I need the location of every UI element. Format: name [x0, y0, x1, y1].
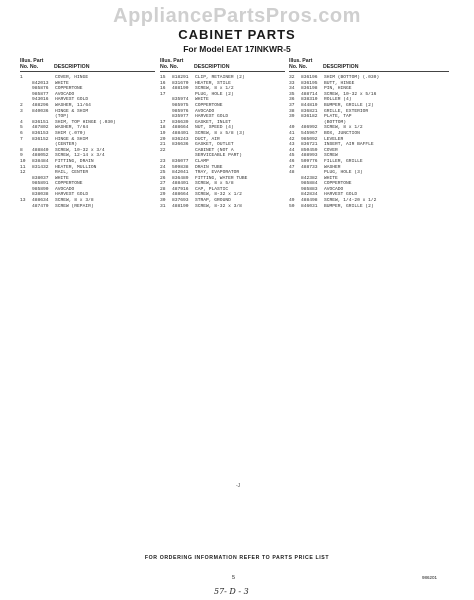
- part-description: BOX, JUNCTION: [324, 130, 360, 136]
- part-number: 842013: [32, 80, 49, 86]
- header-illus: Illus.: [160, 58, 172, 64]
- header-part-no: No.: [169, 64, 179, 70]
- illus-number: 22: [160, 147, 166, 153]
- column-header: [160, 58, 285, 70]
- part-description: SCREW, 8 x 1/2: [324, 125, 363, 131]
- illus-number: 9: [20, 153, 23, 159]
- part-number: 486992: [301, 125, 318, 131]
- header-description: DESCRIPTION: [194, 64, 230, 70]
- part-number: 488190: [172, 86, 189, 92]
- header-no: No.: [20, 64, 29, 70]
- header-part: Part: [173, 58, 184, 64]
- illus-number: 31: [160, 203, 166, 209]
- illus-number: 23: [160, 158, 166, 164]
- illus-number: 13: [20, 198, 26, 204]
- document-code: 986201: [422, 575, 438, 580]
- page-number: 5: [232, 575, 236, 581]
- part-description: PLUG, HOLE (3): [324, 170, 363, 176]
- part-number: 837693: [172, 198, 189, 204]
- illus-number: 38: [289, 108, 295, 114]
- part-number: 487916: [172, 186, 189, 192]
- illus-number: 35: [289, 91, 295, 97]
- part-description: ROLLER (4): [324, 97, 352, 103]
- part-description: SERVICEABLE PART): [195, 153, 242, 159]
- part-description: TRAY, EVAPORATOR: [195, 170, 240, 176]
- part-number: 985891: [32, 181, 49, 187]
- column-header: [20, 58, 155, 70]
- page-subtitle: For Model EAT 17INKWR-5: [183, 44, 291, 54]
- part-description: FITTING, WATER TUBE: [195, 175, 248, 181]
- part-description: WHITE: [55, 175, 69, 181]
- part-description: SCREW, 8 x 3/8: [55, 198, 94, 204]
- illus-number: 24: [160, 164, 166, 170]
- header-part: Part: [302, 58, 313, 64]
- part-description: SCREW, 12-14 x 3/4: [55, 153, 105, 159]
- part-description: HARVEST GOLD: [55, 97, 89, 103]
- part-number: 545967: [301, 130, 318, 136]
- part-description: PLATE, TAP: [324, 114, 352, 120]
- part-description: FITTING, DRAIN: [55, 158, 94, 164]
- part-description: PLUG, HOLE (2): [195, 91, 234, 97]
- header-illus: Illus.: [289, 58, 301, 64]
- part-description: (BOTTOM): [324, 119, 347, 125]
- handwritten-note: 57- D - 3: [214, 587, 249, 596]
- illus-number: 27: [160, 181, 166, 187]
- illus-number: 50: [289, 203, 295, 209]
- parts-column-2: [160, 58, 285, 209]
- illus-number: 6: [20, 130, 23, 136]
- illus-number: 10: [20, 158, 26, 164]
- column-header: [289, 58, 449, 70]
- illus-number: 1: [20, 75, 23, 80]
- part-description: SHIM (.070): [55, 130, 86, 136]
- part-description: COPPERTONE: [195, 102, 223, 108]
- part-description: HEATER, STILE: [195, 80, 231, 86]
- part-description: SHIM (BOTTOM) (.030): [324, 75, 380, 80]
- part-description: COPPERTONE: [55, 181, 83, 187]
- part-description: DRAIN TUBE: [195, 164, 223, 170]
- parts-column-3: [289, 58, 449, 209]
- header-description: DESCRIPTION: [323, 64, 359, 70]
- part-description: AVOCADO: [55, 186, 75, 192]
- illus-number: 42: [289, 136, 295, 142]
- part-number: 488190: [172, 203, 189, 209]
- part-description: (CENTER): [55, 142, 78, 148]
- illus-number: 45: [289, 153, 295, 159]
- part-description: (TOP): [55, 114, 69, 120]
- part-description: SCREW, 8 x 1/2: [195, 86, 234, 92]
- part-description: BUMPER, GRILLE (2): [324, 203, 374, 209]
- illus-number: 49: [289, 198, 295, 204]
- part-description: SCREW, 8-32 x 1/2: [195, 192, 242, 198]
- part-description: SCREW, 8 x 5/8 (3): [195, 130, 245, 136]
- part-number: 836721: [301, 142, 318, 148]
- part-number: 836636: [172, 142, 189, 148]
- header-no: No.: [160, 64, 169, 70]
- illus-number: 32: [289, 75, 295, 80]
- part-number: 838037: [32, 175, 49, 181]
- part-number: 985877: [32, 91, 49, 97]
- header-part-no: No.: [29, 64, 39, 70]
- part-description: WHITE: [55, 80, 69, 86]
- part-number: 985890: [32, 186, 49, 192]
- part-description: BUMPER, GRILLE (2): [324, 102, 374, 108]
- part-number: 836195: [301, 80, 318, 86]
- illus-number: 19: [160, 130, 166, 136]
- part-description: SCREW (REPAIR): [55, 203, 94, 209]
- illus-number: 39: [289, 114, 295, 120]
- part-number: 835977: [172, 114, 189, 120]
- part-description: GRILLE, EXTERIOR: [324, 108, 369, 114]
- illus-number: 20: [160, 136, 166, 142]
- header-part-no: No.: [298, 64, 308, 70]
- illus-number: 8: [20, 147, 23, 153]
- part-number: 509776: [301, 158, 318, 164]
- part-number: 836152: [32, 136, 49, 142]
- illus-number: 21: [160, 142, 166, 148]
- part-number: 487470: [32, 203, 49, 209]
- part-number: 488498: [301, 198, 318, 204]
- part-number: 488664: [172, 192, 189, 198]
- illus-number: 28: [160, 186, 166, 192]
- part-description: COVER: [324, 147, 338, 153]
- part-description: PIN, HINGE: [324, 86, 352, 92]
- part-number: 836196: [301, 75, 318, 80]
- part-description: COPPERTONE: [55, 86, 83, 92]
- illus-number: 40: [289, 125, 295, 131]
- parts-column-1: [20, 58, 155, 209]
- part-number: 842834: [301, 192, 318, 198]
- part-description: DUCT, AIR: [195, 136, 220, 142]
- part-number: 850459: [301, 147, 318, 153]
- part-description: SCREW, 1/4-20 x 1/2: [324, 198, 377, 204]
- ordering-note: FOR ORDERING INFORMATION REFER TO PARTS PRICE LIST: [144, 555, 330, 561]
- illus-number: 25: [160, 170, 166, 176]
- part-description: COPPERTONE: [324, 181, 352, 187]
- part-description: AVOCADO: [324, 186, 344, 192]
- part-number: 836153: [32, 130, 49, 136]
- part-description: HINGE & SHIM: [55, 108, 89, 114]
- part-number: 488733: [301, 164, 318, 170]
- part-number: 836489: [172, 175, 189, 181]
- part-number: 836077: [172, 158, 189, 164]
- part-number: 836821: [301, 108, 318, 114]
- part-description: SCREW, 8 x 5/8: [195, 181, 234, 187]
- illus-number: 3: [20, 108, 23, 114]
- part-number: 488052: [32, 153, 49, 159]
- header-description: DESCRIPTION: [54, 64, 90, 70]
- part-number: 835974: [172, 97, 189, 103]
- part-number: 836639: [172, 119, 189, 125]
- part-description: AVOCADO: [195, 108, 215, 114]
- part-number: 488296: [32, 102, 49, 108]
- part-description: COVER, HINGE: [55, 75, 89, 80]
- part-description: CLIP, RETAINER (2): [195, 75, 245, 80]
- header-no: No.: [289, 64, 298, 70]
- part-number: 836151: [32, 119, 49, 125]
- part-description: HARVEST GOLD: [324, 192, 358, 198]
- header-illus: Illus.: [20, 58, 32, 64]
- part-description: HARVEST GOLD: [195, 114, 229, 120]
- part-description: AVOCADO: [55, 91, 75, 97]
- part-number: 838038: [32, 192, 49, 198]
- part-number: 846031: [301, 203, 318, 209]
- page-title: CABINET PARTS: [178, 27, 296, 42]
- part-number: 487802: [32, 125, 49, 131]
- part-description: HINGE & SHIM: [55, 136, 89, 142]
- part-number: 943016: [32, 97, 49, 103]
- part-description: CAP, PLASTIC: [195, 186, 229, 192]
- part-description: WHITE: [195, 97, 209, 103]
- part-description: WHITE: [324, 175, 338, 181]
- part-description: BUTT, HINGE: [324, 80, 355, 86]
- part-number: 488840: [32, 147, 49, 153]
- part-number: 985975: [172, 102, 189, 108]
- part-row: [160, 204, 285, 210]
- part-number: 488714: [301, 91, 318, 97]
- part-number: 488401: [172, 130, 189, 136]
- part-description: WASHER: [324, 164, 341, 170]
- part-description: SCREW, 8-32 x 3/8: [195, 203, 242, 209]
- part-number: 844819: [301, 102, 318, 108]
- part-number: 985092: [301, 136, 318, 142]
- illus-number: 26: [160, 175, 166, 181]
- illus-number: 17: [160, 119, 166, 125]
- part-description: HARVEST GOLD: [55, 192, 89, 198]
- part-number: 840036: [32, 108, 49, 114]
- header-rule: [160, 71, 285, 72]
- illus-number: 30: [160, 198, 166, 204]
- part-description: SCREW, 10-32 x 3/4: [55, 147, 105, 153]
- part-description: FILLER, GRILLE: [324, 158, 363, 164]
- part-number: 985976: [172, 108, 189, 114]
- part-description: WASHER, 7/64: [55, 125, 89, 131]
- illus-number: 12: [20, 170, 26, 176]
- part-description: GASKET, INLET: [195, 119, 231, 125]
- part-number: 488634: [32, 198, 49, 204]
- part-number: 836243: [172, 136, 189, 142]
- part-description: CABINET (NOT A: [195, 147, 234, 153]
- part-description: SCREW: [324, 153, 338, 159]
- illus-number: 4: [20, 119, 23, 125]
- part-number: 488401: [172, 181, 189, 187]
- part-description: LEVELER: [324, 136, 344, 142]
- part-description: CLAMP: [195, 158, 209, 164]
- illus-number: 15: [160, 75, 166, 80]
- illus-number: 2: [20, 102, 23, 108]
- illus-number: 16: [160, 80, 166, 86]
- part-description: INSERT, AIR BAFFLE: [324, 142, 374, 148]
- header-rule: [20, 71, 155, 72]
- illus-number: 47: [289, 164, 295, 170]
- illus-number: 48: [289, 170, 295, 176]
- part-number: 836198: [301, 86, 318, 92]
- part-number: 985876: [32, 86, 49, 92]
- part-number: 831432: [32, 164, 49, 170]
- illus-number: 43: [289, 142, 295, 148]
- part-number: 842041: [172, 170, 189, 176]
- part-description: STRAP, GROUND: [195, 198, 231, 204]
- part-description: RAIL, CENTER: [55, 170, 89, 176]
- header-part: Part: [33, 58, 44, 64]
- part-description: SCREW, 10-32 x 5/16: [324, 91, 377, 97]
- illus-number: 18: [160, 125, 166, 131]
- illus-number: 16: [160, 86, 166, 92]
- part-number: 985884: [301, 181, 318, 187]
- illus-number: 41: [289, 130, 295, 136]
- part-row: [289, 204, 449, 210]
- part-number: 831670: [172, 80, 189, 86]
- illus-number: 17: [160, 91, 166, 97]
- part-number: 842382: [301, 175, 318, 181]
- illus-number: 29: [160, 192, 166, 198]
- part-number: 509838: [172, 164, 189, 170]
- stray-mark: -J: [236, 483, 241, 489]
- illus-number: 11: [20, 164, 26, 170]
- illus-number: 34: [289, 86, 295, 92]
- illus-number: 37: [289, 102, 295, 108]
- illus-number: [20, 204, 32, 210]
- part-description: HEATER, MULLION: [55, 164, 97, 170]
- header-rule: [289, 71, 449, 72]
- illus-number: 7: [20, 136, 23, 142]
- part-row: [20, 204, 155, 210]
- part-description: WASHER, 11/64: [55, 102, 91, 108]
- watermark: AppliancePartsPros.com: [113, 5, 361, 27]
- part-number: 838484: [32, 158, 49, 164]
- part-number: 838310: [301, 97, 318, 103]
- part-number: 985883: [301, 186, 318, 192]
- illus-number: 44: [289, 147, 295, 153]
- illus-number: 5: [20, 125, 23, 131]
- part-number: 488664: [172, 125, 189, 131]
- part-description: SHIM, TOP HINGE (.030): [55, 119, 116, 125]
- part-number: 836182: [301, 114, 318, 120]
- part-number: 488993: [301, 153, 318, 159]
- part-description: GASKET, OUTLET: [195, 142, 234, 148]
- illus-number: 46: [289, 158, 295, 164]
- part-number: 818291: [172, 75, 189, 80]
- illus-number: 36: [289, 97, 295, 103]
- illus-number: 33: [289, 80, 295, 86]
- part-description: NUT, SPEED (4): [195, 125, 234, 131]
